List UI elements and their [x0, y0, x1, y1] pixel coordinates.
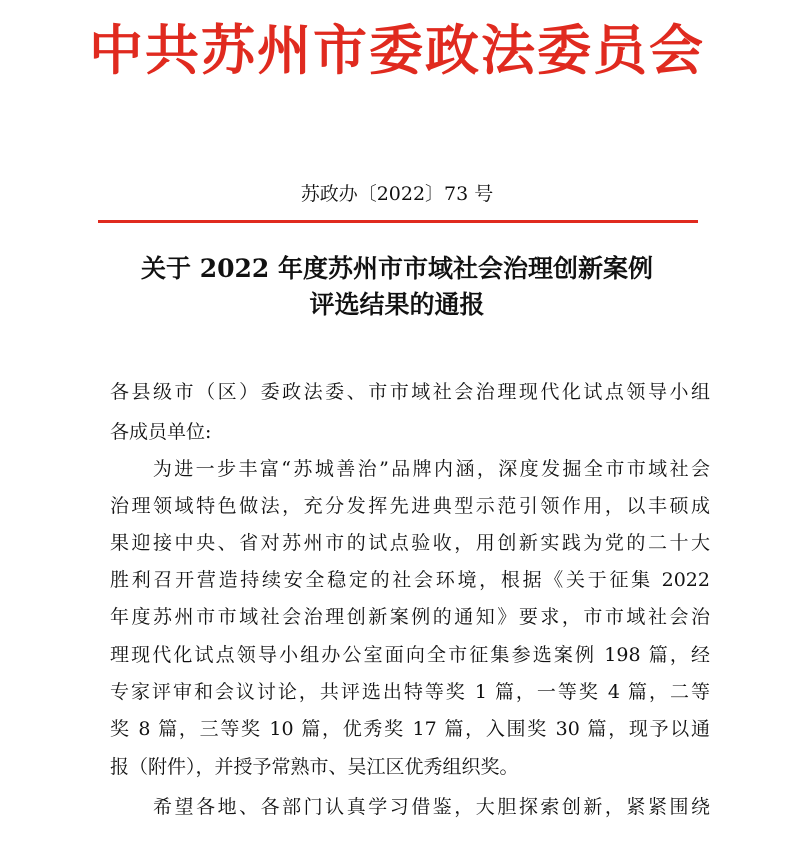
- red-divider-line: [98, 220, 698, 223]
- body-text-line: 为进一步丰富“苏城善治”品牌内涵，深度发掘全市市域社会: [110, 458, 710, 480]
- body-text-line: 奖 8 篇，三等奖 10 篇，优秀奖 17 篇，入围奖 30 篇，现予以通: [110, 718, 710, 740]
- body-text-line: 胜利召开营造持续安全稳定的社会环境，根据《关于征集 2022: [110, 569, 710, 591]
- document-title-line-1: 关于 2022 年度苏州市市域社会治理创新案例: [141, 254, 653, 283]
- document-title-line-2: 评选结果的通报: [309, 290, 485, 319]
- body-text-line: 各县级市（区）委政法委、市市域社会治理现代化试点领导小组: [110, 381, 710, 403]
- body-text-line: 各成员单位:: [110, 421, 212, 443]
- body-text-line: 专家评审和会议讨论，共评选出特等奖 1 篇，一等奖 4 篇，二等: [110, 681, 710, 703]
- body-text-line: 理现代化试点领导小组办公室面向全市征集参选案例 198 篇，经: [110, 644, 710, 666]
- body-text-line: 报（附件），并授予常熟市、吴江区优秀组织奖。: [110, 756, 519, 778]
- body-text-line: 果迎接中央、省对苏州市的试点验收，用创新实践为党的二十大: [110, 532, 710, 554]
- document-number: 苏政办〔2022〕73 号: [300, 183, 494, 205]
- body-text-line: 年度苏州市市域社会治理创新案例的通知》要求，市市域社会治: [110, 606, 710, 628]
- issuing-organization-header: 中共苏州市委政法委员会: [89, 18, 705, 82]
- body-text-line: 希望各地、各部门认真学习借鉴，大胆探索创新，紧紧围绕: [110, 796, 710, 818]
- body-text-line: 治理领域特色做法，充分发挥先进典型示范引领作用，以丰硕成: [110, 495, 710, 517]
